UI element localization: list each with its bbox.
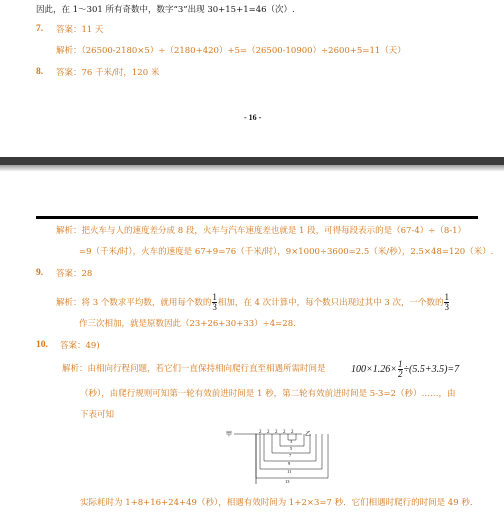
diagram-top-number: 2	[259, 430, 262, 435]
header-rule	[36, 216, 478, 219]
diagram-left-label: 甲	[226, 431, 233, 438]
analysis-text: 相加，在 4 次计算中，每个数只出现过其中 3 次，一个数的	[217, 298, 444, 308]
answer-label: 答案：	[56, 269, 82, 279]
diagram-top-number: 2	[267, 430, 270, 435]
question-number-9: 9.	[36, 268, 44, 278]
diagram-top-number: 2	[291, 430, 294, 435]
answer-label: 答案：	[56, 25, 82, 35]
analysis-text: =9（千米/时），火车的速度是 67+9=76（千米/时），9×1000÷3600=2.5（米/秒），2.5×48=120（米）.	[79, 247, 494, 257]
analysis-label: 解析：	[56, 46, 82, 56]
diagram-row-value: 3	[290, 439, 293, 444]
text-line: 因此，在 1～301 所有奇数中，数字“3”出现 30+15+1=46（次）.	[36, 5, 295, 15]
answer-text: 28	[81, 269, 93, 279]
analysis-text: 作三次相加，就是原数因此（23+26+30+33）÷4=28.	[79, 319, 296, 329]
diagram-row-value: 5	[290, 446, 293, 451]
analysis-label: 解析：	[56, 226, 82, 236]
analysis-text: 下表可知	[80, 410, 115, 420]
analysis-label: 解析：	[56, 298, 82, 308]
question-number-8: 8.	[36, 67, 44, 77]
fraction: $\frac{1}{3}$	[212, 292, 217, 312]
analysis-text: 把火车与人的速度差分成 8 段，火车与汽车速度差也就是 1 段，可得每段表示的是（67-4）÷（8-1）	[81, 226, 467, 236]
answer-label: 答案：	[56, 68, 82, 78]
answer-text: 76 千米/时，120 米	[81, 68, 160, 78]
crawl-diagram	[226, 428, 338, 488]
analysis-label: 解析：	[62, 364, 88, 374]
analysis-text: （秒），由爬行规则可知第一轮有效前进时间是 1 秒，第二轮有效前进时间是 5-3=2（秒）……，由	[80, 389, 456, 399]
diagram-top-number: 2	[283, 430, 286, 435]
question-number-10: 10.	[36, 340, 48, 350]
page-separator-shadow	[0, 165, 504, 171]
diagram-right-label: 乙	[305, 431, 312, 438]
fraction: $\frac{1}{3}$	[444, 292, 449, 312]
answer-label: 答案：	[60, 341, 86, 351]
page-separator	[0, 157, 504, 165]
analysis-text: （26500-2180×5）÷（2180+420）+5=（26500-10900）÷2600+5=11（天）	[81, 46, 406, 56]
analysis-text: 由相向行程问题，若它们一直保持相向爬行直至相遇所需时间是	[87, 364, 326, 374]
diagram-row-value: 7	[289, 453, 292, 458]
analysis-text: 将 3 个数求平均数，就用每个数的	[81, 298, 212, 308]
question-number-7: 7.	[36, 24, 44, 34]
diagram-top-number: 2	[275, 430, 278, 435]
answer-text: 11 天	[81, 25, 104, 35]
formula: 100×1.26× $\frac{1}{2}$ ÷(5.5+3.5)=7	[351, 359, 460, 379]
conclusion-text: 实际耗时为 1+8+16+24+49（秒），相遇有效时间为 1+2×3=7 秒．它们相遇时爬行的时间是 49 秒．	[80, 498, 479, 508]
diagram-row-value: 13	[285, 479, 290, 484]
fraction: $\frac{1}{2}$	[398, 359, 403, 379]
diagram-row-value: 11	[287, 469, 292, 474]
diagram-row-value: 9	[288, 461, 291, 466]
answer-text: 49)	[85, 341, 100, 351]
page-number: - 16 -	[244, 113, 262, 122]
